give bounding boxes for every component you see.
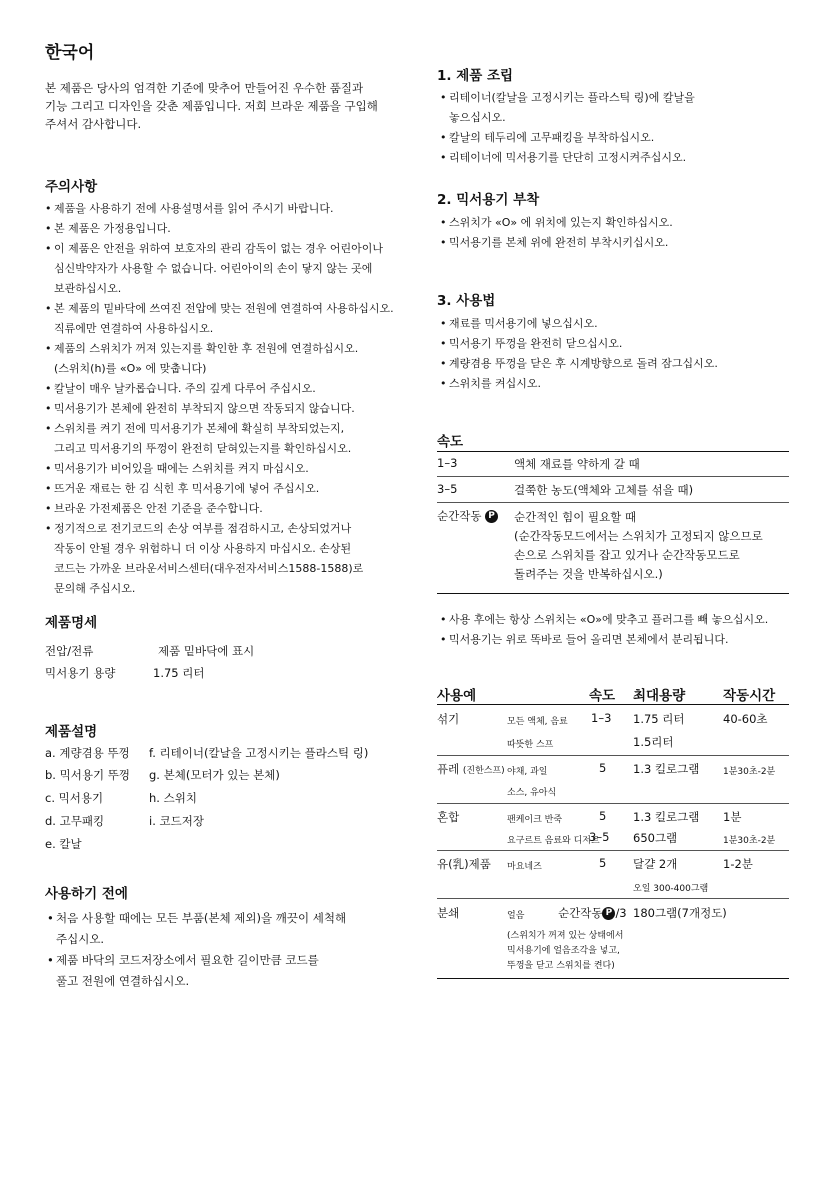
assembly-item: • 칼날의 테두리에 고무패킹을 부착하십시오.: [440, 128, 790, 148]
assembly-title: 1. 제품 조립: [437, 68, 514, 84]
spec-value: 1.75 리터: [153, 666, 205, 680]
table-row-time: 1분: [723, 810, 742, 824]
spec-value: 제품 밑바닥에 표시: [158, 644, 255, 658]
before-item: • 제품 바닥의 코드저장소에서 필요한 길이만큼 코드를 풀고 전원에 연결하십시오.: [47, 950, 417, 992]
usage-title: 3. 사용법: [437, 293, 496, 309]
table-row-capacity: 180그램(7개정도): [633, 906, 727, 920]
intro-line: 주셔서 감사합니다.: [45, 117, 142, 131]
speed-key: 1–3: [437, 456, 458, 470]
table-row-time: 40-60초: [723, 712, 768, 726]
table-row-item: 야채, 과일: [507, 767, 548, 777]
divider: [437, 502, 789, 503]
divider: [437, 451, 789, 452]
after-use-item: • 사용 후에는 항상 스위치는 «O»에 맞추고 플러그를 빼 놓으십시오.: [440, 610, 790, 630]
table-row-note: (스위치가 꺼져 있는 상태에서 믹서용기에 얼음조각을 넣고, 뚜껑을 닫고 스위치를 켠다): [507, 931, 624, 971]
part-label: d. 고무패킹: [45, 814, 105, 828]
divider: [437, 593, 789, 594]
part-label: c. 믹서용기: [45, 791, 104, 805]
usage-list: [440, 314, 790, 394]
table-header: 사용예: [437, 688, 477, 704]
caution-item: • 믹서용기가 본체에 완전히 부착되지 않으면 작동되지 않습니다.: [45, 399, 417, 419]
table-header: 최대용량: [633, 688, 686, 704]
after-use-item: • 믹서용기는 위로 똑바로 들어 올리면 본체에서 분리됩니다.: [440, 630, 790, 650]
caution-item: • 제품을 사용하기 전에 사용설명서를 읽어 주시기 바랍니다.: [45, 199, 417, 219]
part-label: e. 칼날: [45, 837, 82, 851]
attach-list: [440, 213, 790, 253]
spec-title: 제품명세: [45, 615, 98, 631]
caution-list: [45, 199, 417, 599]
desc-title: 제품설명: [45, 724, 98, 740]
table-row-speed: 5: [599, 761, 607, 775]
table-row-item: 얼음: [507, 911, 525, 921]
language-title: 한국어: [45, 43, 95, 63]
table-row-capacity: 오일 300-400그램: [633, 884, 709, 894]
table-row-name: 분쇄: [437, 906, 460, 920]
table-row-speed: 5: [599, 809, 607, 823]
speed-title: 속도: [437, 434, 464, 450]
table-row-speed: 1–3: [591, 711, 612, 725]
caution-item: • 정기적으로 전기코드의 손상 여부를 점검하시고, 손상되었거나 작동이 안될 경우 위험하니 더 이상 사용하지 마십시오. 손상된 코드는 가까운 브라운서비스센터(대우전자서비스1588-1588)로 문의해 주십시오.: [45, 519, 417, 599]
spec-key: 전압/전류: [45, 644, 94, 658]
part-label: g. 본체(모터가 있는 본체): [149, 768, 280, 782]
caution-item: • 본 제품의 밑바닥에 쓰여진 전압에 맞는 전원에 연결하여 사용하십시오. 직류에만 연결하여 사용하십시오.: [45, 299, 417, 339]
table-row-capacity: 1.3 킬로그램: [633, 810, 700, 824]
table-row-item: 마요네즈: [507, 862, 542, 872]
caution-item: • 이 제품은 안전을 위하여 보호자의 관리 감독이 없는 경우 어린아이나 심신박약자가 사용할 수 없습니다. 어린아이의 손이 닿지 않는 곳에 보관하십시오.: [45, 239, 417, 299]
assembly-item: • 리테이너에 믹서용기를 단단히 고정시켜주십시오.: [440, 148, 790, 168]
part-label: i. 코드저장: [149, 814, 204, 828]
before-list: [47, 908, 417, 992]
part-label: b. 믹서용기 뚜껑: [45, 768, 130, 782]
caution-item: • 제품의 스위치가 꺼져 있는지를 확인한 후 전원에 연결하십시오. (스위치(h)를 «O» 에 맞춥니다): [45, 339, 417, 379]
table-row-item: 팬케이크 반죽: [507, 815, 563, 825]
attach-item: • 스위치가 «O» 에 위치에 있는지 확인하십시오.: [440, 213, 790, 233]
attach-title: 2. 믹서용기 부착: [437, 192, 540, 208]
speed-desc: 걸쭉한 농도(액체와 고체를 섞을 때): [514, 483, 694, 497]
divider: [437, 898, 789, 899]
table-header: 작동시간: [723, 688, 776, 704]
table-header: 속도: [589, 688, 616, 704]
spec-key: 믹서용기 용량: [45, 666, 116, 680]
table-row-name: 혼합: [437, 810, 460, 824]
table-row-item: 요구르트 음료와 디저트: [507, 836, 600, 846]
usage-item: • 계량겸용 뚜껑을 닫은 후 시계방향으로 돌려 잠그십시오.: [440, 354, 790, 374]
table-row-capacity: 1.75 리터: [633, 712, 685, 726]
speed-key: 3–5: [437, 482, 458, 496]
assembly-list: [440, 88, 790, 168]
caution-item: • 뜨거운 재료는 한 김 식힌 후 믹서용기에 넣어 주십시오.: [45, 479, 417, 499]
caution-item: • 스위치를 켜기 전에 믹서용기가 본체에 확실히 부착되었는지, 그리고 믹서용기의 뚜껑이 완전히 닫혀있는지를 확인하십시오.: [45, 419, 417, 459]
table-row-time: 1분30초-2분: [723, 836, 776, 846]
table-row-capacity: 1.5리터: [633, 735, 674, 749]
usage-item: • 재료를 믹서용기에 넣으십시오.: [440, 314, 790, 334]
table-row-item: 따뜻한 스프: [507, 740, 554, 750]
table-row-item: 모든 액체, 음료: [507, 717, 568, 727]
divider: [437, 803, 789, 804]
speed-desc: 액체 재료를 약하게 갈 때: [514, 457, 640, 471]
table-row-speed: 5: [599, 856, 607, 870]
table-row-time: 1-2분: [723, 857, 753, 871]
divider: [437, 850, 789, 851]
divider: [437, 755, 789, 756]
part-label: f. 리테이너(칼날을 고정시키는 플라스틱 링): [149, 746, 369, 760]
divider: [437, 476, 789, 477]
speed-key-pulse: 순간작동 P: [437, 508, 498, 524]
before-title: 사용하기 전에: [45, 886, 128, 902]
pulse-badge-icon: P: [602, 907, 615, 920]
table-row-capacity: 1.3 킬로그램: [633, 762, 700, 776]
intro-line: 기능 그리고 디자인을 갖춘 제품입니다. 저희 브라운 제품을 구입해: [45, 99, 378, 113]
table-row-speed-pulse: 순간작동 P /3: [558, 906, 627, 920]
part-label: h. 스위치: [149, 791, 197, 805]
before-item: • 처음 사용할 때에는 모든 부품(본체 제외)을 깨끗이 세척해 주십시오.: [47, 908, 417, 950]
attach-item: • 믹서용기를 본체 위에 완전히 부착시키십시오.: [440, 233, 790, 253]
pulse-badge-icon: P: [485, 510, 498, 523]
divider: [437, 704, 789, 705]
table-row-capacity: 650그램: [633, 831, 678, 845]
intro-line: 본 제품은 당사의 엄격한 기준에 맞추어 만들어진 우수한 품질과: [45, 81, 364, 95]
table-row-name: 유(乳)제품: [437, 857, 491, 871]
speed-desc: 순간적인 힘이 필요할 때 (순간작동모드에서는 스위치가 고정되지 않으므로 손으로 스위치를 잡고 있거나 순간작동모드로 돌려주는 것을 반복하십시오.): [514, 510, 763, 581]
table-row-time: 1분30초-2분: [723, 767, 776, 777]
usage-item: • 믹서용기 뚜껑을 완전히 닫으십시오.: [440, 334, 790, 354]
caution-item: • 믹서용기가 비어있을 때에는 스위치를 켜지 마십시오.: [45, 459, 417, 479]
caution-item: • 브라운 가전제품은 안전 기준을 준수합니다.: [45, 499, 417, 519]
after-use-list: [440, 610, 790, 650]
table-row-name: 섞기: [437, 712, 460, 726]
table-row-speed: 3–5: [589, 830, 610, 844]
caution-title: 주의사항: [45, 179, 98, 195]
intro-paragraph: [45, 79, 415, 133]
table-row-item: 소스, 유아식: [507, 788, 557, 798]
table-row-capacity: 달걀 2개: [633, 857, 678, 871]
table-row-name: 퓨레 (진한스프): [437, 762, 505, 776]
caution-item: • 본 제품은 가정용입니다.: [45, 219, 417, 239]
part-label: a. 계량겸용 뚜껑: [45, 746, 130, 760]
caution-item: • 칼날이 매우 날카롭습니다. 주의 깊게 다루어 주십시오.: [45, 379, 417, 399]
usage-item: • 스위치를 켜십시오.: [440, 374, 790, 394]
divider: [437, 978, 789, 979]
assembly-item: • 리테이너(칼날을 고정시키는 플라스틱 링)에 칼날을 놓으십시오.: [440, 88, 790, 128]
